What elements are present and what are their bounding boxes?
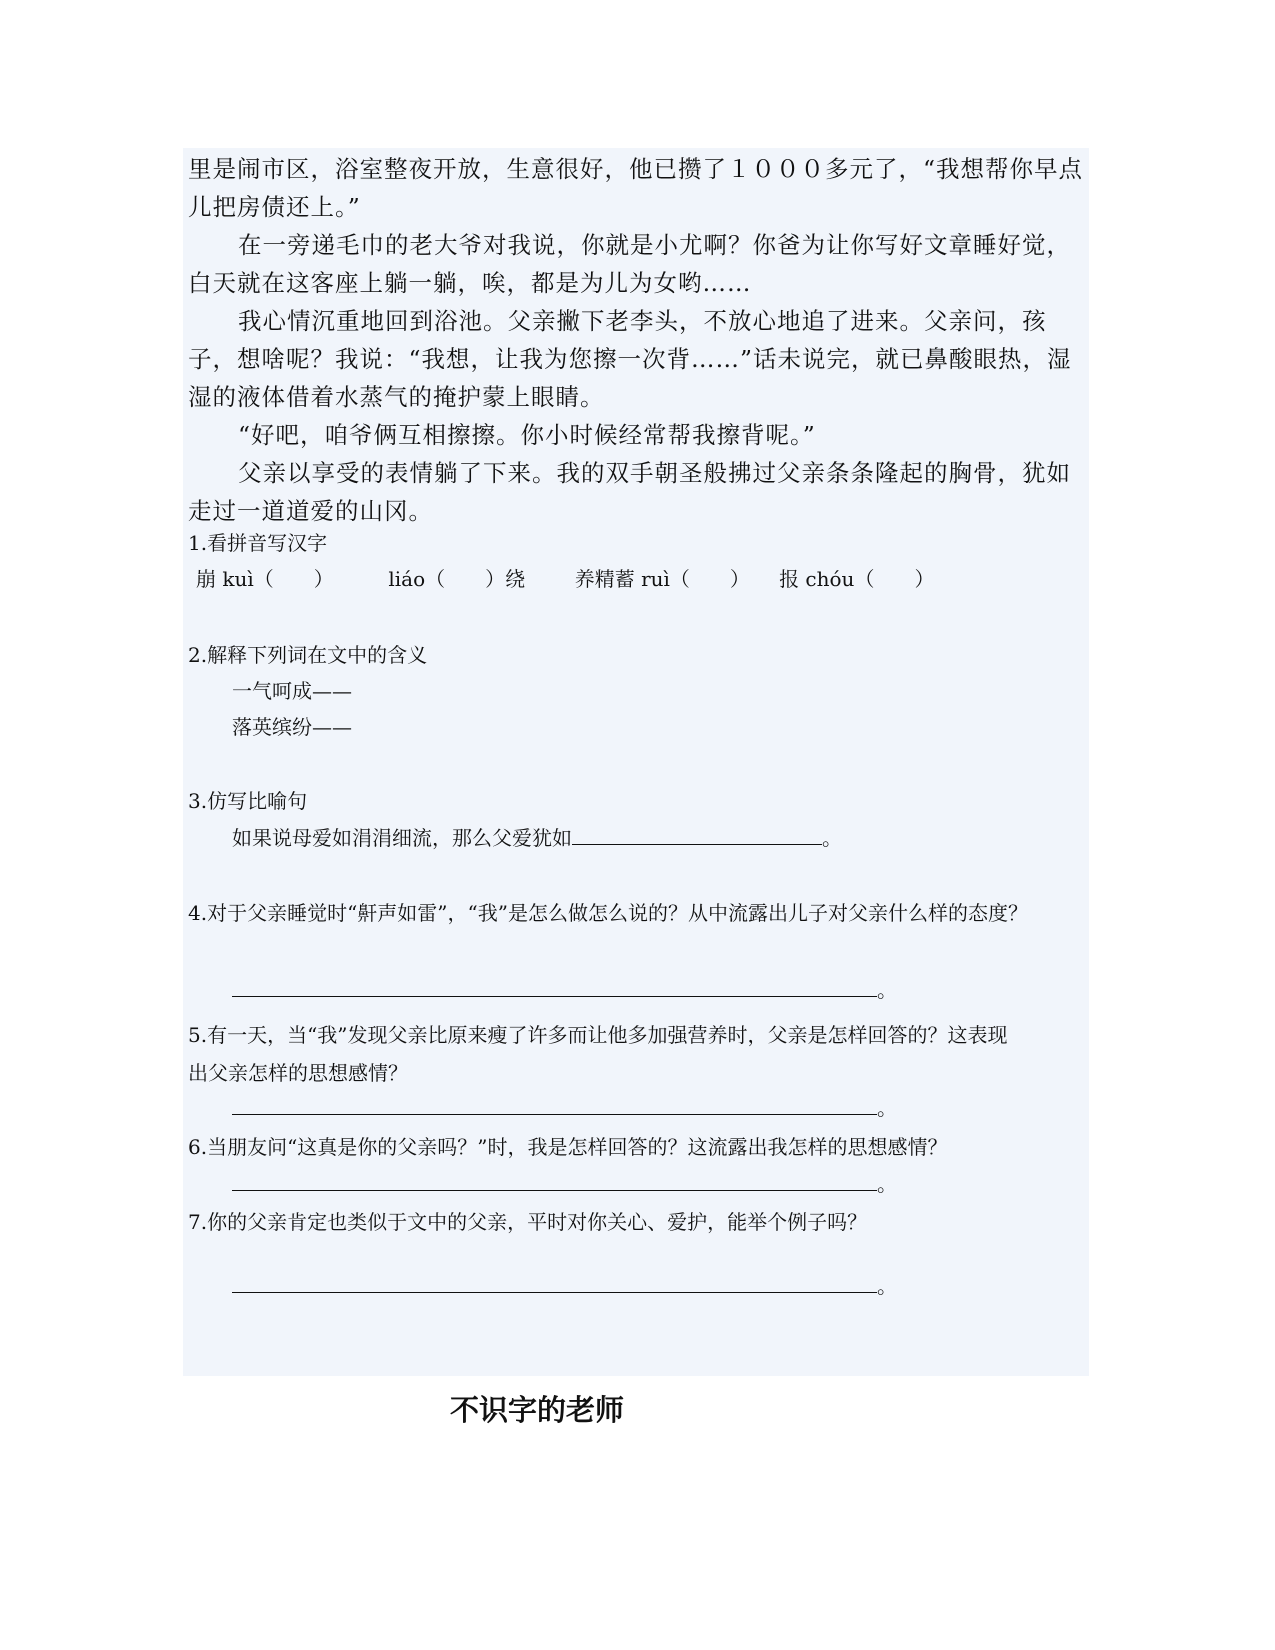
passage-paragraph: 里是闹市区，浴室整夜开放，生意很好，他已攒了１０００多元了，“我想帮你早点儿把房债还上。” [188,155,1084,221]
answer-blank[interactable] [232,978,877,997]
question-1-title: 1.看拼音写汉字 [188,531,328,555]
passage-paragraph: 父亲以享受的表情躺了下来。我的双手朝圣般拂过父亲条条隆起的胸骨，犹如走过一道道爱的山冈。 [188,459,1071,525]
answer-line[interactable] [232,1096,897,1120]
passage-paragraph: “好吧，咱爷俩互相擦擦。你小时候经常帮我擦背呢。” [238,421,816,449]
question-7-title: 7.你的父亲肯定也类似于文中的父亲，平时对你关心、爱护，能举个例子吗？ [188,1210,868,1234]
period: 。 [877,978,897,1002]
pinyin-item: 崩 kuì（ ） [196,567,334,591]
question-5-line-1: 5.有一天，当“我”发现父亲比原来瘦了许多而让他多加强营养时，父亲是怎样回答的？这表现 [188,1023,1008,1047]
answer-blank[interactable] [232,1274,877,1293]
answer-blank[interactable] [232,1172,877,1191]
question-4-title: 4.对于父亲睡觉时“鼾声如雷”，“我”是怎么做怎么说的？从中流露出儿子对父亲什么样的态度？ [188,901,1028,925]
simile-blank[interactable] [572,822,822,845]
word-explain: 落英缤纷—— [232,715,352,739]
answer-blank[interactable] [232,1096,877,1115]
question-3-prompt [232,822,842,853]
question-3-title: 3.仿写比喻句 [188,789,308,813]
period: 。 [877,1172,897,1196]
pinyin-item: 报 chóu（ ） [779,567,935,591]
question-6-title: 6.当朋友问“这真是你的父亲吗？”时，我是怎样回答的？这流露出我怎样的思想感情？ [188,1135,948,1159]
simile-prompt: 如果说母爱如涓涓细流，那么父爱犹如 [232,826,572,850]
answer-line[interactable] [232,1172,897,1196]
answer-line[interactable] [232,978,897,1002]
passage [188,150,1088,530]
section-title: 不识字的老师 [450,1393,625,1427]
word-explain: 一气呵成—— [232,679,352,703]
answer-line[interactable] [232,1274,897,1298]
period: 。 [877,1274,897,1298]
question-2-title: 2.解释下列词在文中的含义 [188,643,428,667]
question-1-items [196,564,934,594]
period: 。 [822,826,842,850]
passage-paragraph: 我心情沉重地回到浴池。父亲撇下老李头，不放心地追了进来。父亲问，孩子，想啥呢？我说：“我想，让我为您擦一次背……”话未说完，就已鼻酸眼热，湿湿的液体借着水蒸气的掩护蒙上眼睛。 [188,307,1072,411]
pinyin-item: liáo（ ）绕 [388,567,526,591]
pinyin-item: 养精蓄 ruì（ ） [574,567,750,591]
period: 。 [877,1096,897,1120]
question-5-line-2: 出父亲怎样的思想感情？ [188,1061,408,1085]
passage-paragraph: 在一旁递毛巾的老大爷对我说，你就是小尤啊？你爸为让你写好文章睡好觉，白天就在这客座上躺一躺，唉，都是为儿为女哟…… [188,231,1071,297]
